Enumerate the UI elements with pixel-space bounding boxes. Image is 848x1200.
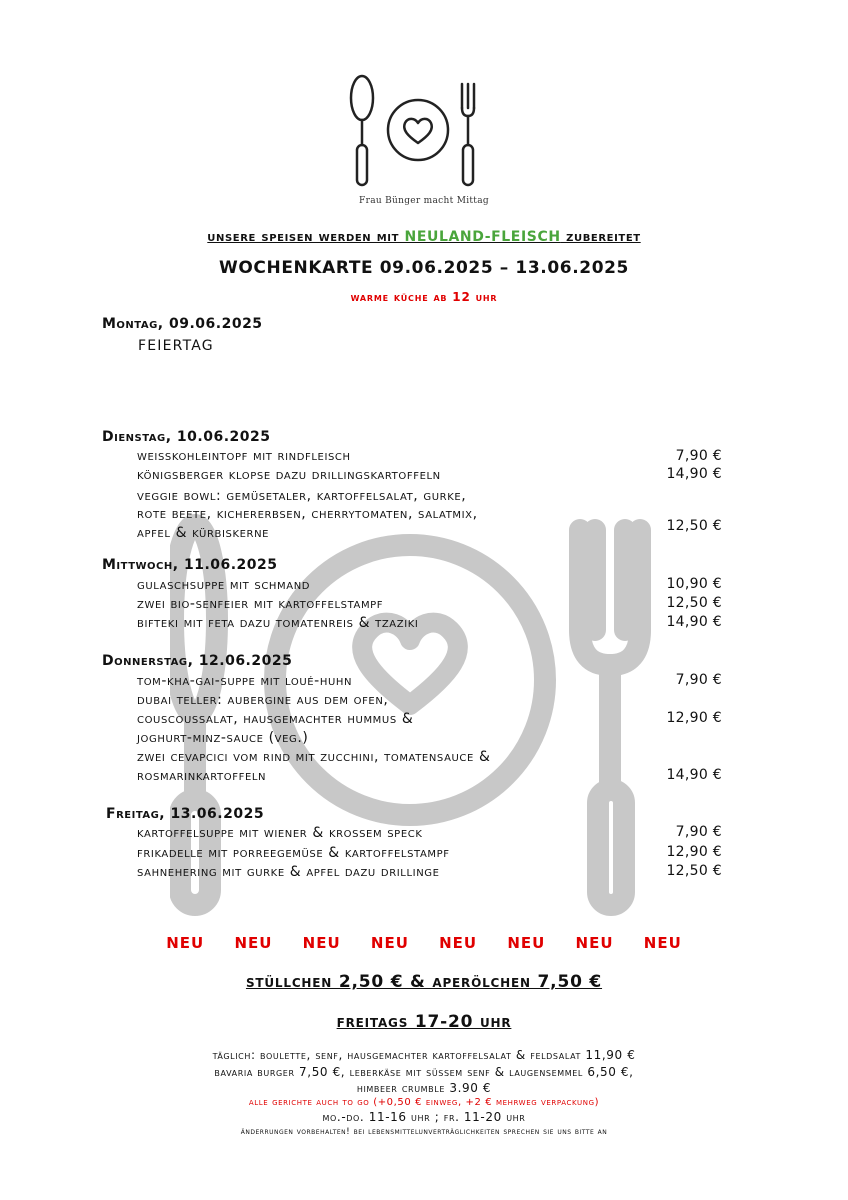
neuland-notice (0, 229, 848, 245)
dish-name: apfel & kürbiskerne (137, 525, 270, 541)
new-label: NEU (166, 934, 205, 952)
dish-price: 14,90 € (666, 614, 722, 630)
dish-price: 14,90 € (666, 466, 722, 482)
notice-pre: unsere speisen werden mit (207, 229, 405, 245)
holiday-note: FEIERTAG (138, 338, 214, 354)
new-label: NEU (507, 934, 546, 952)
dish-price: 7,90 € (675, 672, 722, 688)
dish-name: couscoussalat, hausgemachter hummus & (137, 711, 414, 727)
new-label: NEU (370, 934, 409, 952)
dish-name: tom-kha-gai-suppe mit loué-huhn (137, 673, 353, 689)
footer-crumble: himbeer crumble 3.90 € (356, 1081, 492, 1095)
dish-name: joghurt-minz-sauce (veg.) (137, 730, 309, 746)
dish-price: 12,90 € (666, 844, 722, 860)
footer-to-go: alle gerichte auch to go (+0,50 € einweg, +2 € mehrweg verpackung) (248, 1097, 600, 1108)
dish-price: 7,90 € (675, 824, 722, 840)
day-title-tuesday: Dienstag, 10.06.2025 (102, 429, 271, 445)
dish-name: bifteki mit feta dazu tomatenreis & tzaziki (137, 615, 419, 631)
dish-name: veggie bowl: gemüsetaler, kartoffelsalat, gurke, (137, 488, 467, 504)
dish-name: frikadelle mit porreegemüse & kartoffelstampf (137, 845, 450, 861)
dish-name: zwei cevapcici vom rind mit zucchini, tomatensauce & (137, 749, 491, 765)
logo-icon (338, 70, 518, 195)
dish-name: dubai teller: aubergine aus dem ofen, (137, 692, 389, 708)
dish-price: 12,90 € (666, 710, 722, 726)
notice-post: zubereitet (560, 229, 641, 245)
footer-disclaimer: änderrungen vorbehalten! bei lebensmittelunverträglichkeiten sprechen sie uns bitte an (240, 1127, 608, 1137)
dish-price: 12,50 € (666, 595, 722, 611)
dish-name: rosmarinkartoffeln (137, 768, 267, 784)
new-label: NEU (234, 934, 273, 952)
dish-price: 12,50 € (666, 518, 722, 534)
footer-hours: mo.-do. 11-16 uhr ; fr. 11-20 uhr (322, 1110, 526, 1124)
dish-price: 10,90 € (666, 576, 722, 592)
dish-name: königsberger klopse dazu drillingskartoffeln (137, 467, 441, 483)
day-title-wednesday: Mittwoch, 11.06.2025 (102, 557, 278, 573)
friday-hours: freitags 17-20 uhr (336, 1012, 512, 1032)
dish-name: weisskohleintopf mit rindfleisch (137, 448, 351, 464)
dish-price: 7,90 € (675, 448, 722, 464)
new-label: NEU (575, 934, 614, 952)
day-title-friday: Freitag, 13.06.2025 (106, 806, 265, 822)
logo-caption: Frau Bünger macht Mittag (359, 196, 489, 206)
dish-name: sahnehering mit gurke & apfel dazu drillinge (137, 864, 440, 880)
dish-name: kartoffelsuppe mit wiener & krossem speck (137, 825, 423, 841)
dish-price: 12,50 € (666, 863, 722, 879)
day-title-monday: Montag, 09.06.2025 (102, 316, 263, 332)
promo-line: stüllchen 2,50 € & aperölchen 7,50 € (245, 972, 603, 992)
new-label: NEU (302, 934, 341, 952)
new-label: NEU (439, 934, 478, 952)
footer-daily: täglich: boulette, senf, hausgemachter kartoffelsalat & feldsalat 11,90 € (212, 1048, 636, 1062)
footer-burger: bavaria burger 7,50 €, leberkäse mit süssem senf & laugensemmel 6,50 €, (214, 1065, 634, 1079)
new-banner (0, 934, 848, 952)
new-label: NEU (643, 934, 682, 952)
week-title: WOCHENKARTE 09.06.2025 – 13.06.2025 (219, 258, 629, 278)
neuland-highlight: NEULAND-FLEISCH (404, 229, 561, 245)
dish-price: 14,90 € (666, 767, 722, 783)
dish-name: zwei bio-senfeier mit kartoffelstampf (137, 596, 384, 612)
dish-name: gulaschsuppe mit schmand (137, 577, 311, 593)
dish-name: rote beete, kichererbsen, cherrytomaten, salatmix, (137, 506, 478, 522)
day-title-thursday: Donnerstag, 12.06.2025 (102, 653, 293, 669)
hot-kitchen-note: warme küche ab 12 uhr (350, 290, 498, 304)
